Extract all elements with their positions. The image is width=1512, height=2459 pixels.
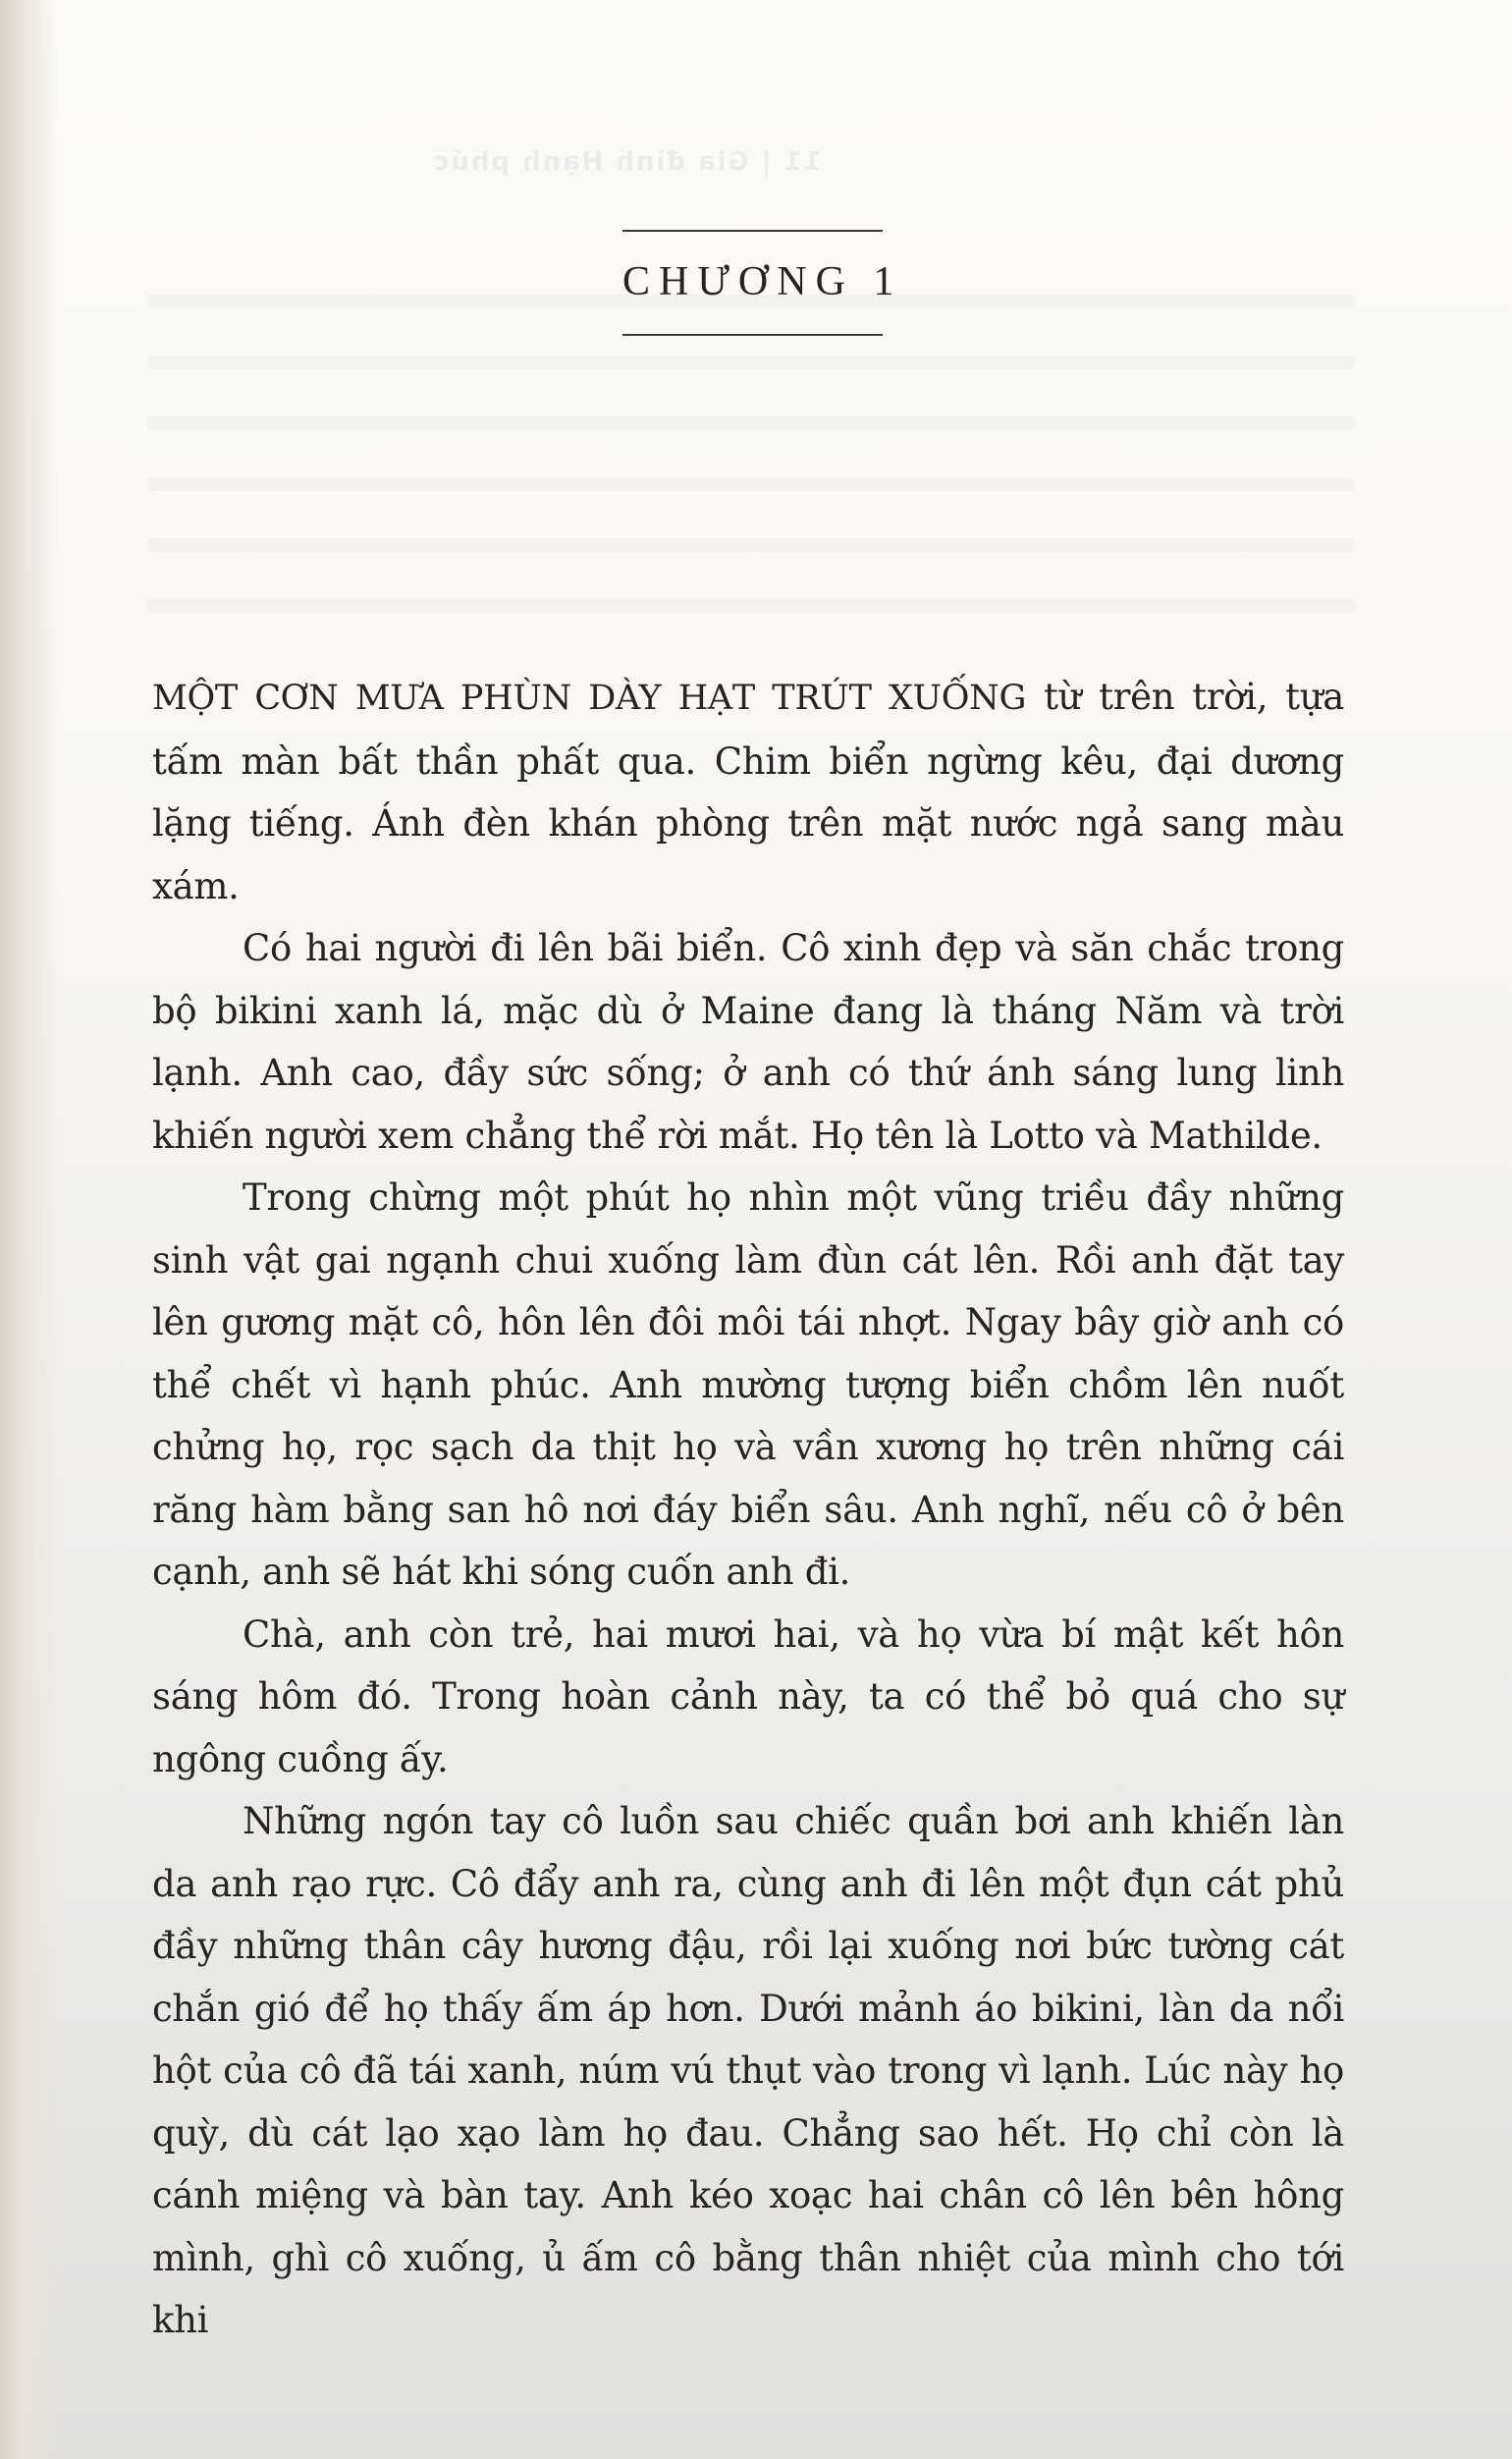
bleed-through-line	[147, 416, 1355, 430]
opening-smallcaps: MỘT CƠN MƯA PHÙN DÀY HẠT TRÚT XUỐNG	[152, 679, 1027, 718]
paragraph: Trong chừng một phút họ nhìn một vũng triều đầy những sinh vật gai ngạnh chui xuống làm đùn cát lên. Rồi anh đặt tay lên gương mặt cô, hôn lên đôi môi tái nhợt. Ngay bây giờ anh có thể chết vì hạnh phúc. Anh mường tượng biển chồm lên nuốt chửng họ, rọc sạch da thịt họ và vần xương họ trên những cái răng hàm bằng san hô nơi đáy biển sâu. Anh nghĩ, nếu cô ở bên cạnh, anh sẽ hát khi sóng cuốn anh đi.	[152, 1176, 1344, 1593]
chapter-title: CHƯƠNG 1	[622, 259, 903, 304]
book-spine-shadow	[0, 0, 59, 2459]
chapter-bottom-rule	[622, 334, 883, 336]
bleed-through-line	[147, 538, 1355, 552]
bleed-through-line	[147, 355, 1355, 369]
chapter-heading	[622, 230, 903, 336]
opening-paragraph	[152, 666, 1344, 917]
chapter-body	[152, 666, 1344, 2352]
bleed-through-line	[147, 477, 1355, 491]
bleed-through-line	[147, 599, 1355, 613]
paragraph: Những ngón tay cô luồn sau chiếc quần bơi anh khiến làn da anh rạo rực. Cô đẩy anh ra, cùng anh đi lên một đụn cát phủ đầy những thân cây hương đậu, rồi lại xuống nơi bức tường cát chắn gió để họ thấy ấm áp hơn. Dưới mảnh áo bikini, làn da nổi hột của cô đã tái xanh, núm vú thụt vào trong vì lạnh. Lúc này họ quỳ, dù cát lạo xạo làm họ đau. Chẳng sao hết. Họ chỉ còn là cánh miệng và bàn tay. Anh kéo xoạc hai chân cô lên bên hông mình, ghì cô xuống, ủ ấm cô bằng thân nhiệt của mình cho tới khi	[152, 1800, 1344, 2341]
opening-paragraph-text: từ trên trời, tựa tấm màn bất thần phất qua. Chim biển ngừng kêu, đại dương lặng tiếng. Ánh đèn khán phòng trên mặt nước ngả sang màu xám.	[152, 676, 1344, 907]
paragraph: Có hai người đi lên bãi biển. Cô xinh đẹp và săn chắc trong bộ bikini xanh lá, mặc dù ở Maine đang là tháng Năm và trời lạnh. Anh cao, đầy sức sống; ở anh có thứ ánh sáng lung linh khiến người xem chẳng thể rời mắt. Họ tên là Lotto và Mathilde.	[152, 927, 1344, 1157]
bleed-through-running-head: 11 | Gia đình Hạnh phúc	[432, 147, 822, 177]
paragraph: Chà, anh còn trẻ, hai mươi hai, và họ vừa bí mật kết hôn sáng hôm đó. Trong hoàn cảnh này, ta có thể bỏ quá cho sự ngông cuồng ấy.	[152, 1612, 1344, 1780]
